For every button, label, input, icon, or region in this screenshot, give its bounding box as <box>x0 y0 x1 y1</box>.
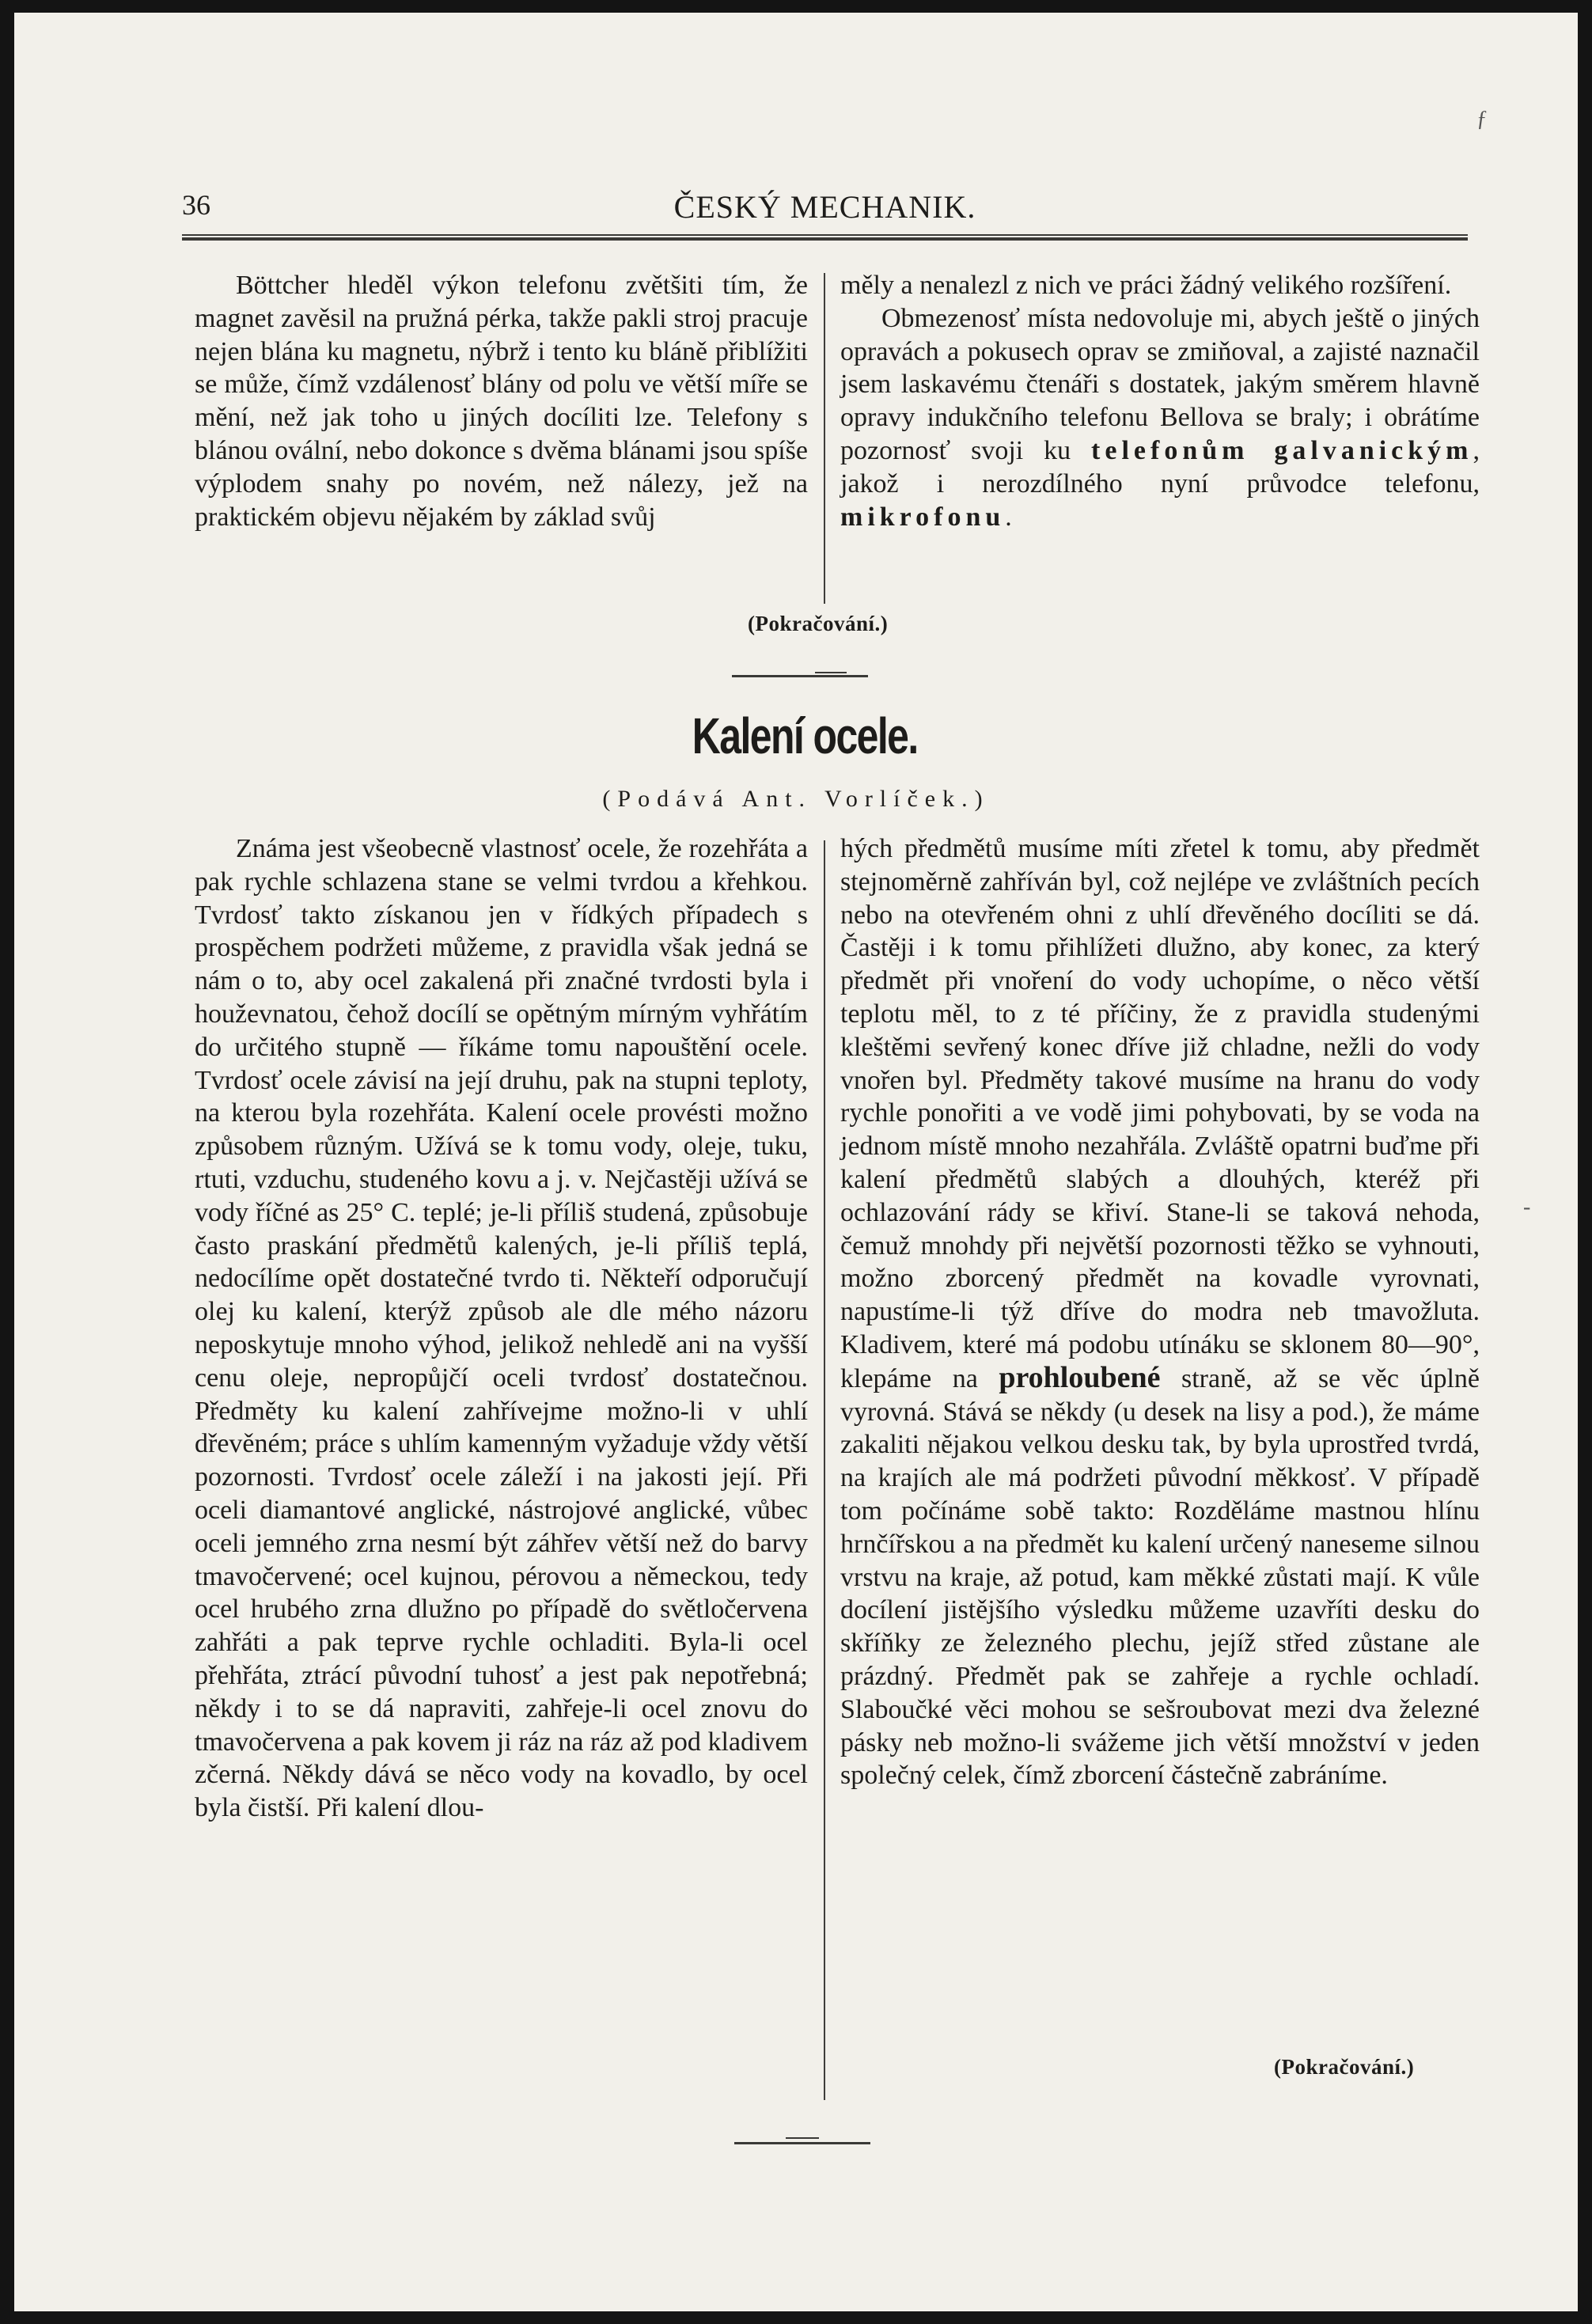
emphasis-prohloubene: prohloubené <box>999 1360 1161 1394</box>
emphasis-galvanic-telephones: telefonům galvanickým <box>1091 435 1473 465</box>
running-header <box>182 188 1468 228</box>
section-ornament-accent <box>815 672 847 673</box>
article-right-column <box>840 832 1480 1792</box>
article-right-paragraph <box>840 832 1480 1792</box>
article-left-paragraph: Známa jest všeobecně vlastnosť ocele, že rozehřáta a pak rychle schlazena stane se velmi tvrdou a křehkou. Tvrdosť takto získanou jen v řídkých případech s prospěchem podržeti můžeme, z pravidla však jedná se nám o to, aby ocel zakalená při značné tvrdosti byla i houževnatou, čehož docílí se opětným mírným vyhřátím do určitého stupně — říkáme tomu napouštění ocele. Tvrdosť ocele závisí na její druhu, pak na stupni teploty, na kterou byla rozehřáta. Kalení ocele provésti možno způsobem různým. Užívá se k tomu vody, oleje, tuku, rtuti, vzduchu, studeného kovu a j. v. Nejčastěji užívá se vody říčné as 25° C. teplé; je-li příliš studená, způsobuje často praskání předmětů kalených, je-li příliš teplá, nedocílíme opět dostatečné tvrdo ti. Někteří odporučují olej ku kalení, kterýž způsob ale dle mého názoru neposkytuje mnoho výhod, jelikož nehledě ani na vyšší cenu oleje, nepropůjčí oceli tvrdosť dostatečnou. Předměty ku kalení zahřívejme možno-li v uhlí dřevěném; práce s uhlím kamenným vyžaduje vždy větší pozornosti. Tvrdosť ocele záleží i na jakosti její. Při oceli diamantové anglické, nástrojové anglické, vůbec oceli jemného zrna nesmí být záhřev větší než do barvy tmavočervené; ocel kujnou, pérovou a německou, tedy ocel hrubého zrna dlužno po případě do světločervena zahřáti a pak teprve rychle ochladiti. Byla-li ocel přehřáta, ztrácí původní tuhosť a jest pak nepotřebná; někdy i to se dá napraviti, zahřeje-li ocel znovu do tmavočervena a pak kovem ji ráz na ráz až pod kladivem zčerná. Někdy dává se něco vody na kovadlo, by ocel byla čistší. Při kalení dlou- <box>195 834 808 1823</box>
top-right-text-end: . <box>1005 502 1012 532</box>
header-rule-thin <box>182 234 1468 236</box>
section-ornament <box>732 675 868 677</box>
top-right-text-mid: , jakož i nerozdílného nyní průvodce telefonu, <box>840 435 1480 499</box>
column-divider-article <box>824 840 825 2100</box>
corner-mark: ƒ <box>1476 107 1488 131</box>
end-ornament <box>734 2142 870 2144</box>
top-left-column <box>195 269 808 533</box>
article-byline: (Podává Ant. Vorlíček.) <box>602 786 990 812</box>
top-left-paragraph: Böttcher hleděl výkon telefonu zvětšiti tím, že magnet zavěsil na pružná pérka, takže pakli stroj pracuje nejen blána ku magnetu, nýbrž i tento ku bláně přiblížiti se může, čímž vzdálenosť blány od polu ve větší míře se mění, než jak toho u jiných docíliti lze. Telefony s blánou ovální, nebo dokonce s dvěma blánami jsou spíše výplodem snahy po novém, než nálezy, jež na praktickém objevu nějakém by základ svůj <box>195 271 808 532</box>
continuation-note-top: (Pokračování.) <box>748 612 889 635</box>
page-number: 36 <box>182 189 210 221</box>
column-divider-top <box>824 273 825 604</box>
article-right-text-after: straně, až se věc úplně vyrovná. Stává se někdy (u desek na lisy a pod.), že máme zakaliti nějakou velkou desku tak, by byla uprostřed tvrdá, na krajích ale má podržeti původní měkkosť. V případě tom počínáme sobě takto: Rozděláme mastnou hlínu hrnčířskou a na předmět ku kalení určený naneseme silnou vrstvu na kraje, až potud, kam měkké zůstati mají. K vůle docílení jistějšího výsledku můžeme uzavříti desku do skříňky ze železného plechu, jejíž střed zůstane ale prázdný. Předmět pak se zahřeje a rychle ochladí. Slaboučké věci mohou se sešroubovat mezi dva železné pásky neb možno-li svážeme jich větší množství v jeden společný celek, čímž zborcení částečně zabráníme. <box>840 1363 1480 1791</box>
margin-dash: - <box>1523 1195 1531 1219</box>
top-right-column <box>840 269 1480 533</box>
top-right-paragraph-1: měly a nenalezl z nich ve práci žádný velikého rozšíření. <box>840 271 1452 300</box>
top-right-text-start: Obmezenosť místa nedovoluje mi, abych ještě o jiných opravách a pokusech oprav se zmiňoval, a zajisté naznačil jsem laskavému čtenáři s dostatek, jakým směrem hlavně opravy indukčního telefonu Bellova se braly; i obrátíme pozornosť svoji ku <box>840 303 1480 465</box>
top-right-paragraph-2 <box>840 302 1480 534</box>
header-rule-thick <box>182 237 1468 241</box>
article-left-column <box>195 832 808 1825</box>
journal-title: ČESKÝ MECHANIK. <box>673 189 976 225</box>
article-right-text-before: hých předmětů musíme míti zřetel k tomu, aby předmět stejnoměrně zahříván byl, což nejlépe ve zvláštních pecích nebo na otevřeném ohni z uhlí dřevěného docíliti se dá. Častěji i k tomu přihlížeti dlužno, aby konec, za který předmět při vnoření do vody uchopíme, o něco větší teplotu měl, to z té příčiny, že z pravidla studenými kleštěmi sevřený konec dříve již chladne, nežli do vody vnořen byl. Předměty takové musíme na hranu do vody rychle ponořiti a ve vodě jimi pohybovati, by se voda na jednom místě mnoho nezahřála. Zvláště opatrni buďme při kalení předmětů slabých a dlouhých, kteréž při ochlazování rády se křiví. Stane-li se taková nehoda, čemuž mnohdy při největší pozornosti těžko se vyhnouti, možno zborcený předmět na kovadle vyrovnati, napustíme-li týž dříve do modra neb tmavožluta. Kladivem, které má podobu utínáku se sklonem 80—90°, klepáme na <box>840 834 1480 1393</box>
end-ornament-accent <box>786 2137 819 2139</box>
continuation-note-bottom: (Pokračování.) <box>1274 2055 1415 2079</box>
article-title: Kalení ocele. <box>692 707 918 764</box>
emphasis-microphone: mikrofonu <box>840 502 1006 532</box>
